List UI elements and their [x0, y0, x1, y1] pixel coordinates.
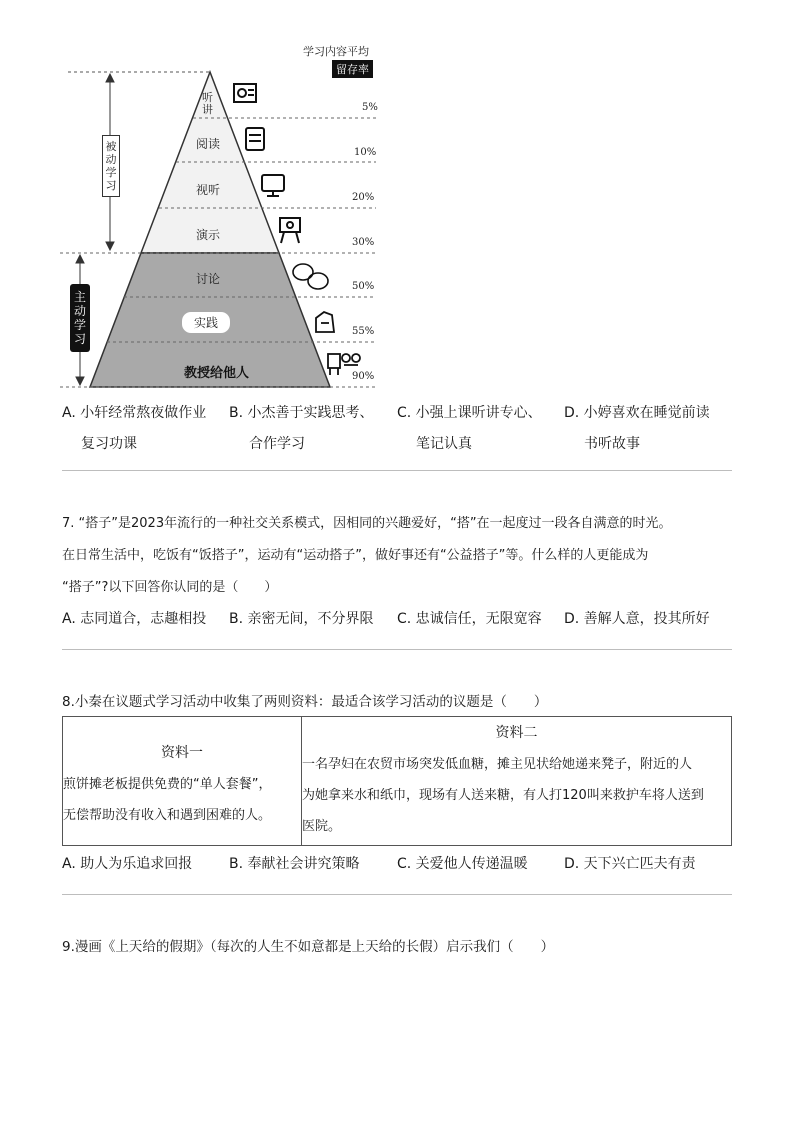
material-2-line-3: 医院。	[302, 819, 342, 834]
material-1-line-2: 无偿帮助没有收入和遇到困难的人。	[63, 808, 272, 823]
q8-materials-table	[62, 716, 732, 846]
material-1-line-1: 煎饼摊老板提供免费的“单人套餐”，	[63, 777, 272, 792]
q6-option-d[interactable]	[564, 402, 710, 453]
rate-read: 10%	[354, 147, 377, 158]
q6-option-b-line1: B. 小杰善于实践思考、	[229, 405, 374, 421]
q8-option-c[interactable]: C. 关爱他人传递温暖	[397, 856, 528, 872]
level-label-listen: 听讲	[202, 91, 213, 116]
q7-line-3: “搭子”?以下回答你认同的是（ ）	[62, 580, 278, 595]
q6-option-d-line1: D. 小婷喜欢在睡觉前读	[564, 405, 710, 421]
q7-option-c[interactable]: C. 忠诚信任，无限宽容	[397, 611, 542, 627]
level-label-read: 阅读	[196, 137, 221, 151]
level-label-teach: 教授给他人	[184, 366, 250, 381]
rate-listen: 5%	[362, 102, 378, 113]
retention-badge: 留存率	[332, 60, 373, 78]
material-2-title: 资料二	[495, 725, 538, 741]
material-1-cell	[63, 717, 302, 846]
rate-discuss: 50%	[352, 281, 375, 292]
q7-option-b[interactable]: B. 亲密无间，不分界限	[229, 611, 374, 627]
rate-audiovisual: 20%	[352, 192, 375, 203]
rate-demonstrate: 30%	[352, 237, 375, 248]
material-2-line-1: 一名孕妇在农贸市场突发低血糖，摊主见状给她递来凳子，附近的人	[302, 757, 693, 772]
active-learning-label: 主动学习	[70, 284, 90, 352]
q9-stem: 9.漫画《上天给的假期》（每次的人生不如意都是上天给的长假）启示我们（ ）	[62, 939, 555, 955]
level-label-demonstrate: 演示	[196, 228, 221, 242]
pyramid-svg	[60, 40, 390, 395]
book-icon	[246, 128, 264, 150]
q8-option-b[interactable]: B. 奉献社会讲究策略	[229, 856, 360, 872]
q6-option-b-line2: 合作学习	[249, 436, 305, 452]
q6-option-c-line1: C. 小强上课听讲专心、	[397, 405, 542, 421]
presentation-board-icon	[234, 84, 256, 102]
q6-option-c-line2: 笔记认真	[416, 436, 472, 452]
divider-2	[62, 649, 732, 650]
divider-1	[62, 470, 732, 471]
q7-option-a[interactable]: A. 志同道合，志趣相投	[62, 611, 207, 627]
q6-option-a-line2: 复习功课	[81, 436, 137, 452]
level-label-practice: 实践	[182, 312, 230, 333]
rate-teach: 90%	[352, 371, 375, 382]
muscle-arm-icon	[316, 312, 334, 332]
level-label-audiovisual: 视听	[196, 183, 221, 197]
learning-pyramid-figure	[60, 40, 390, 395]
material-2-line-2: 为她拿来水和纸巾，现场有人送来糖，有人打120叫来救护车将人送到	[302, 788, 704, 803]
q6-option-a-line1: A. 小轩经常熬夜做作业	[62, 405, 207, 421]
speech-bubbles-icon	[293, 264, 328, 289]
level-label-discuss: 讨论	[196, 272, 221, 286]
q8-option-a[interactable]: A. 助人为乐追求回报	[62, 856, 193, 872]
q6-option-b[interactable]	[229, 402, 374, 453]
passive-learning-label: 被动学习	[102, 135, 120, 197]
q6-option-a[interactable]	[62, 402, 206, 453]
demo-easel-icon	[280, 218, 300, 243]
material-2-cell	[302, 717, 732, 846]
rate-practice: 55%	[352, 326, 375, 337]
q8-option-d[interactable]: D. 天下兴亡匹夫有责	[564, 856, 696, 872]
q7-option-d[interactable]: D. 善解人意，投其所好	[564, 611, 710, 627]
q6-option-d-line2: 书听故事	[584, 436, 640, 452]
divider-3	[62, 894, 732, 895]
q8-stem: 8.小秦在议题式学习活动中收集了两则资料：最适合该学习活动的议题是（ ）	[62, 694, 548, 710]
monitor-icon	[262, 175, 284, 196]
retention-header: 学习内容平均	[303, 45, 369, 58]
material-1-title: 资料一	[161, 745, 203, 761]
q6-option-c[interactable]	[397, 402, 542, 453]
q7-line-2: 在日常生活中，吃饭有“饭搭子”，运动有“运动搭子”，做好事还有“公益搭子”等。什么样的人更能成为	[62, 548, 649, 563]
q7-line-1: 7. “搭子”是2023年流行的一种社交关系模式，因相同的兴趣爱好，“搭”在一起度过一段各自满意的时光。	[62, 516, 672, 531]
